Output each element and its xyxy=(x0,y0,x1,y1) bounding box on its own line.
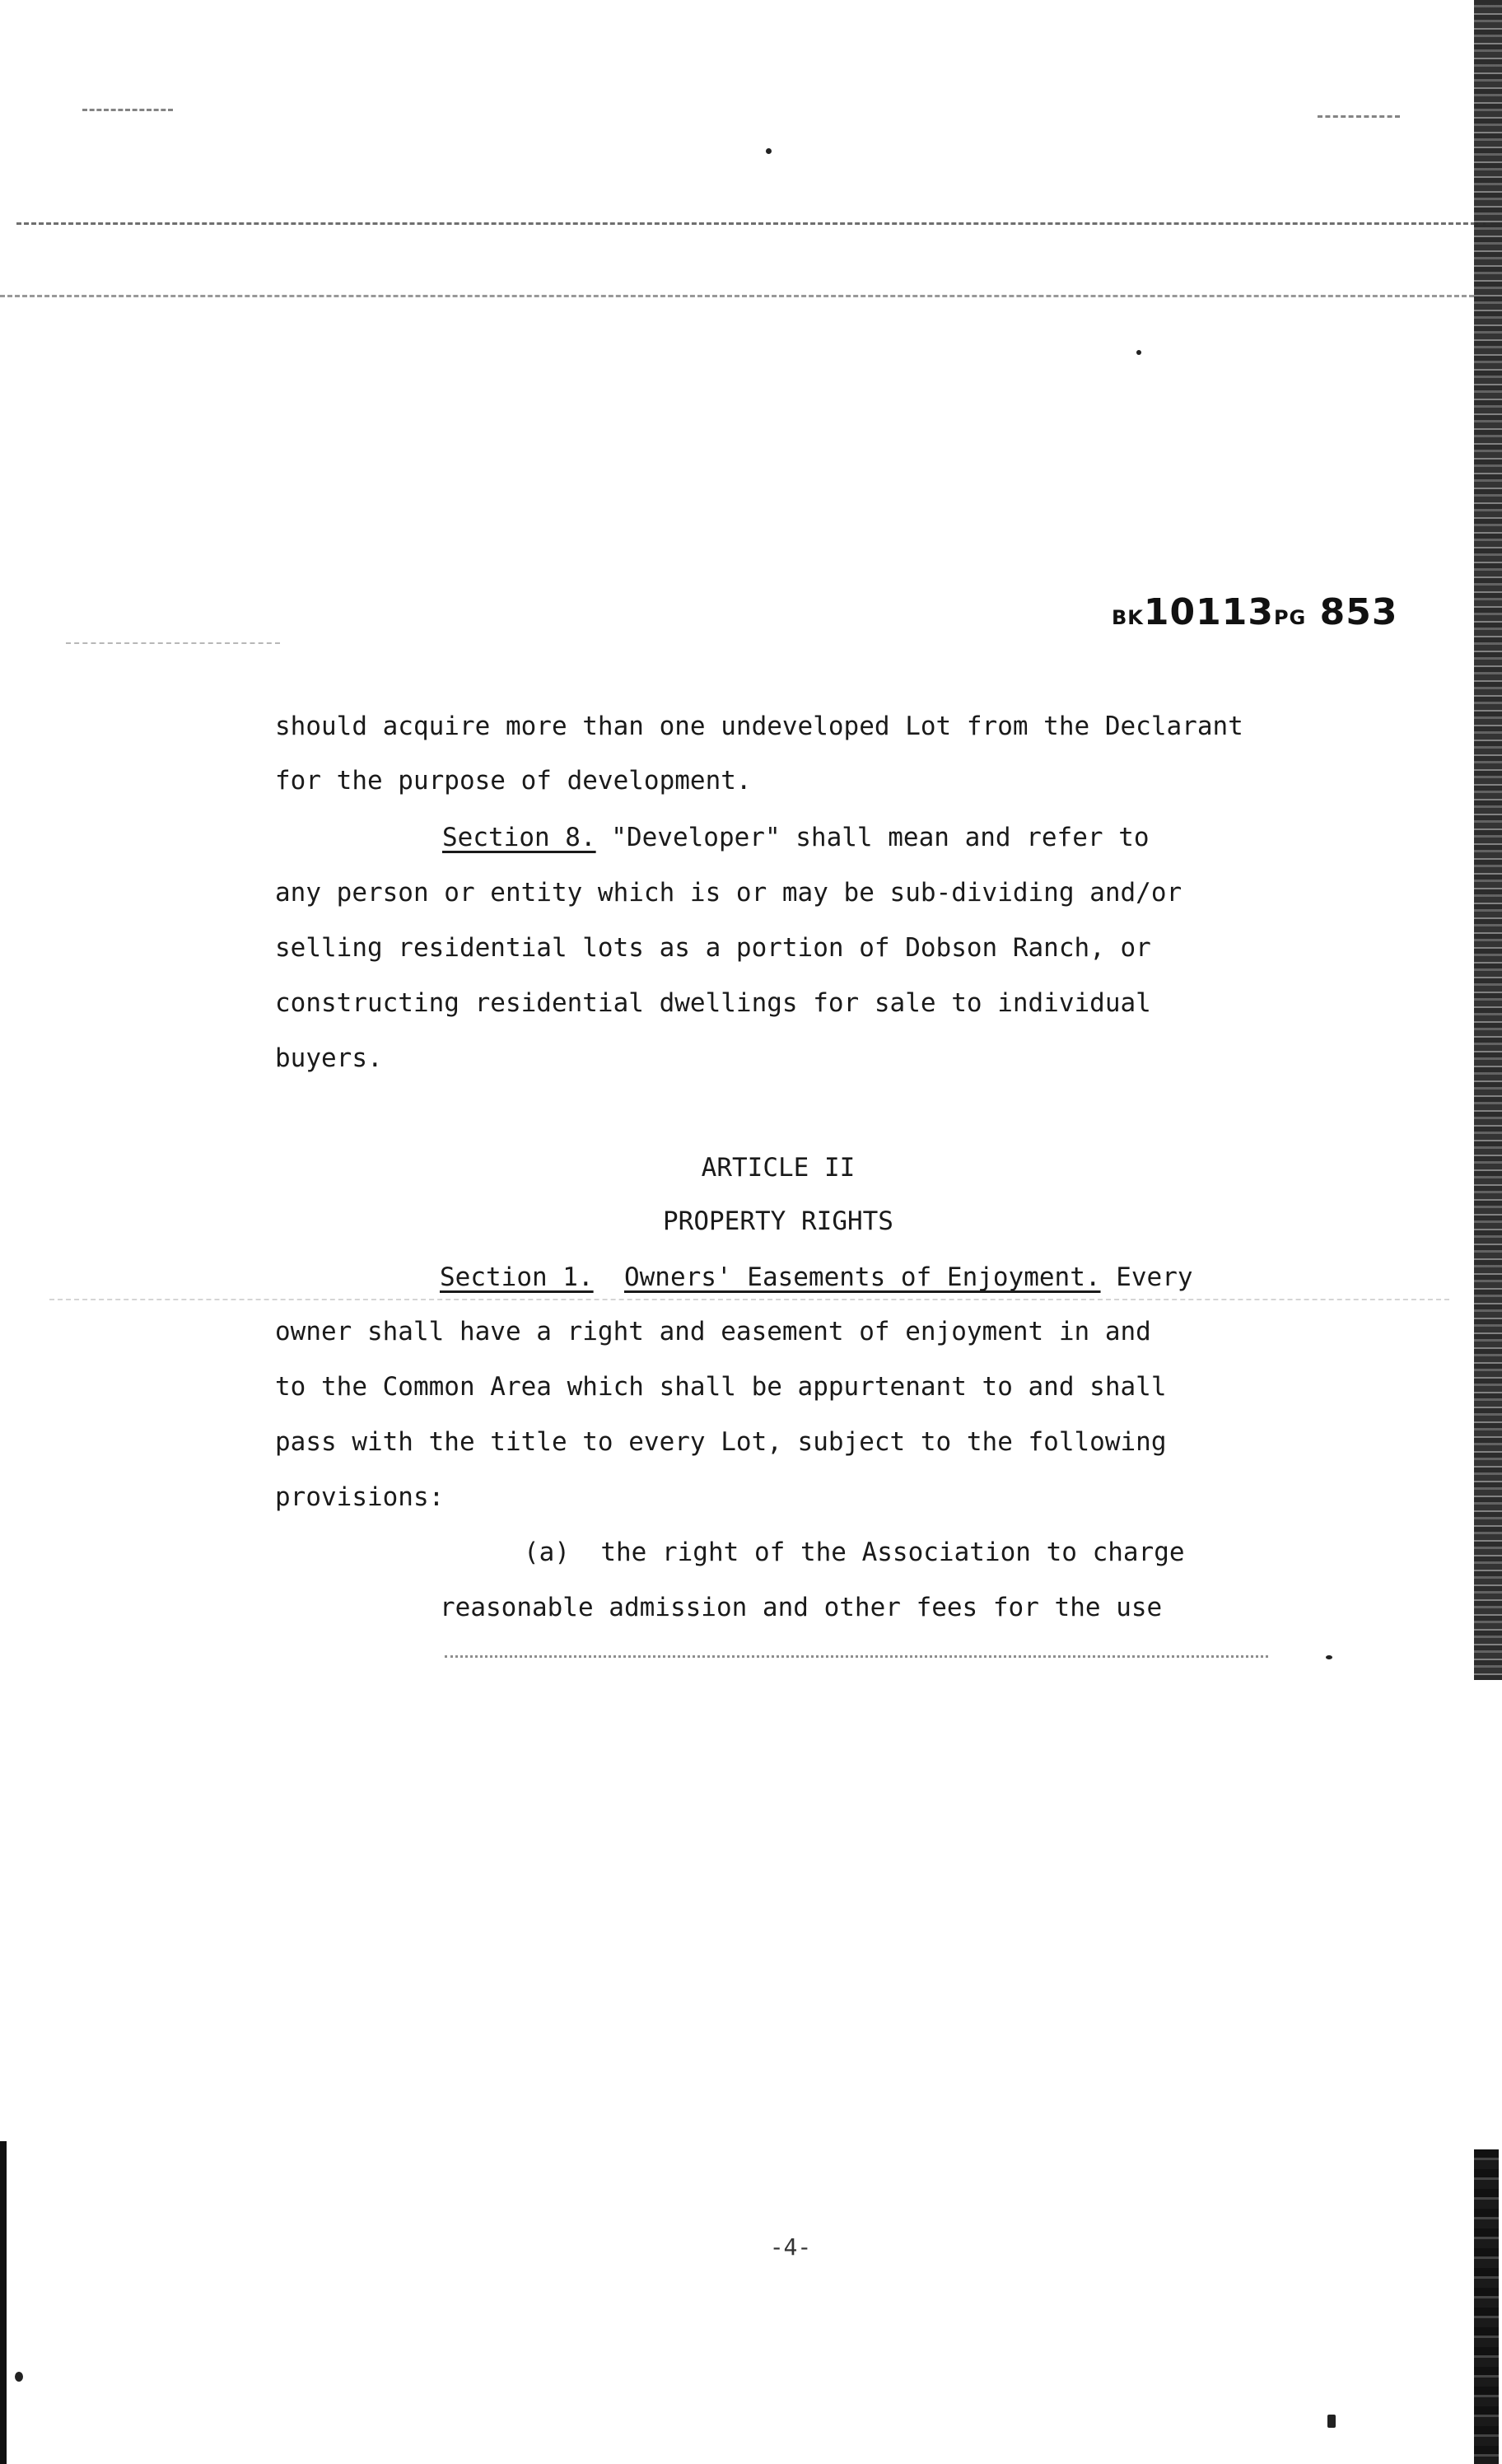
section-1-heading: Owners' Easements of Enjoyment. xyxy=(623,1262,1101,1292)
scan-line xyxy=(66,642,280,644)
section-1-lead: Every xyxy=(1100,1262,1193,1292)
scan-speck xyxy=(1327,2415,1336,2428)
body-line: selling residential lots as a portion of Dobson Ranch, or xyxy=(275,933,1151,963)
section-8-text: "Developer" shall mean and refer to xyxy=(595,823,1150,852)
scan-speck xyxy=(1326,1655,1332,1659)
section-8-label: Section 8. xyxy=(442,823,596,852)
cut-off-line xyxy=(445,1655,1268,1658)
stamp-book: 10113 xyxy=(1143,591,1274,633)
scan-speck xyxy=(1136,350,1141,355)
section-8-line xyxy=(442,821,1150,854)
scan-line xyxy=(0,295,1474,297)
body-line: to the Common Area which shall be appurtenant to and shall xyxy=(275,1372,1167,1402)
body-line: buyers. xyxy=(275,1043,383,1073)
body-line: constructing residential dwellings for sale to individual xyxy=(275,988,1151,1018)
article-title: PROPERTY RIGHTS xyxy=(663,1206,893,1236)
scan-line xyxy=(49,1299,1449,1300)
stamp-pg-label: PG xyxy=(1273,606,1307,629)
section-1-line xyxy=(440,1261,1193,1294)
provision-a-text: the right of the Association to charge xyxy=(600,1538,1185,1567)
provision-a-line xyxy=(524,1536,1185,1569)
scan-line xyxy=(16,222,1490,225)
provision-a-label: (a) xyxy=(524,1538,570,1567)
scan-speck xyxy=(15,2372,23,2382)
page-number: -4- xyxy=(769,2233,812,2261)
stamp-prefix: BK xyxy=(1112,606,1144,629)
body-line: owner shall have a right and easement of enjoyment in and xyxy=(275,1317,1151,1346)
body-line: any person or entity which is or may be sub-dividing and/or xyxy=(275,878,1182,908)
recording-stamp xyxy=(1112,591,1397,633)
stamp-page: 853 xyxy=(1319,591,1398,633)
scan-speck xyxy=(766,148,772,154)
section-1-label: Section 1. xyxy=(440,1262,594,1292)
scan-line xyxy=(82,109,173,111)
scan-edge-left-lower xyxy=(0,2141,7,2464)
body-line: reasonable admission and other fees for the use xyxy=(440,1593,1163,1622)
scan-edge-right xyxy=(1474,0,1502,1680)
scan-edge-right-lower xyxy=(1474,2149,1499,2464)
body-line: should acquire more than one undeveloped Lot from the Declarant xyxy=(275,712,1243,741)
body-line: provisions: xyxy=(275,1482,445,1512)
article-number: ARTICLE II xyxy=(701,1153,856,1183)
scan-line xyxy=(1318,115,1400,118)
body-line: for the purpose of development. xyxy=(275,766,752,796)
body-line: pass with the title to every Lot, subject to the following xyxy=(275,1427,1167,1457)
